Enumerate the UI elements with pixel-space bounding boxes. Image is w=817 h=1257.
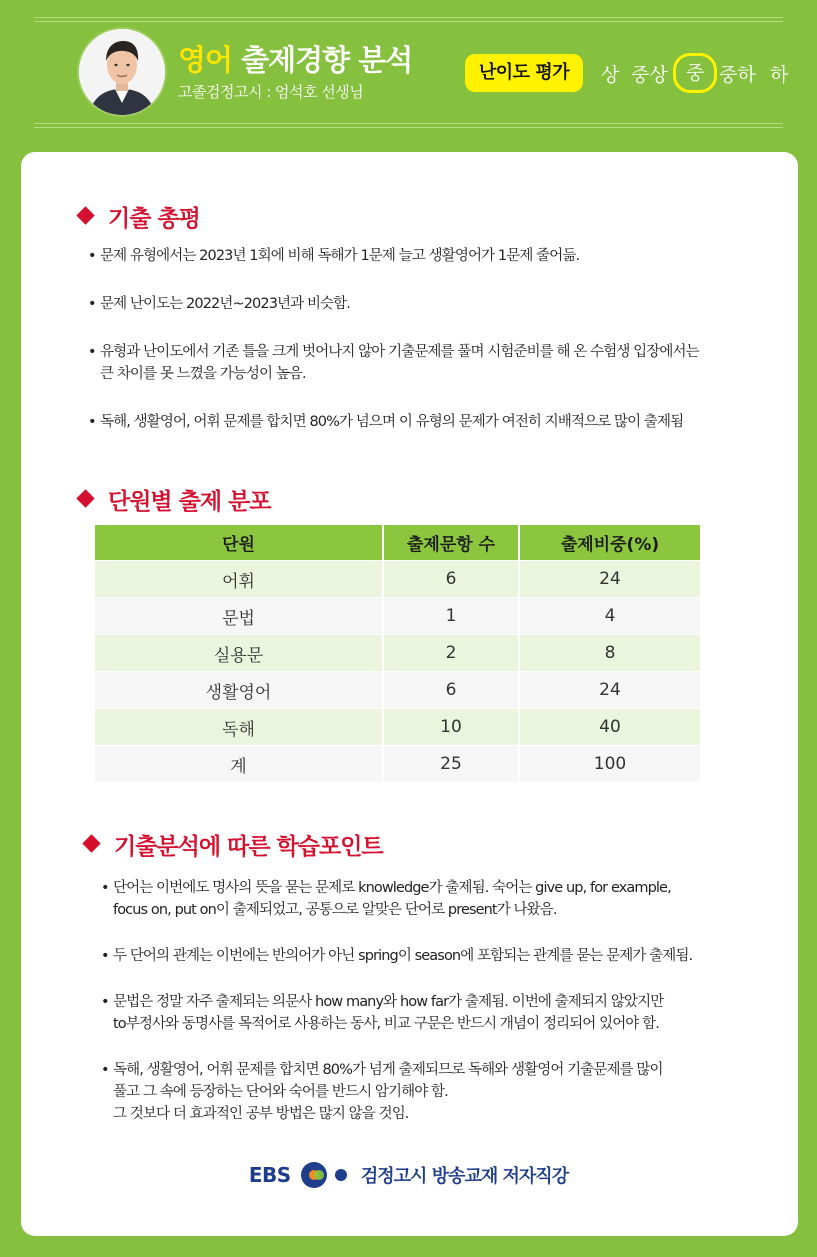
table-row-total: 계 25 100	[95, 746, 700, 783]
header-bottom-rule	[34, 123, 783, 124]
footer-tagline: 검정고시 방송교재 저자직강	[360, 1166, 569, 1187]
table-row: 문법 1 4	[95, 598, 700, 635]
diamond-bullet-icon	[76, 489, 94, 507]
table-row: 실용문 2 8	[95, 635, 700, 672]
footer	[0, 1161, 817, 1189]
list-item: • 문법은 정말 자주 출제되는 의문사 how many와 how far가 출제됨. 이번에 출제되지 않았지만 to부정사와 동명사를 목적어로 사용하는 동사, 비교 구문은 반드시 개념이 정리되어 있어야 함.	[101, 991, 692, 1035]
level-mid-low: 중하	[719, 64, 756, 86]
table-row: 어휘 6 24	[95, 561, 700, 598]
level-mid-high: 중상	[631, 64, 668, 86]
header-top-rule	[34, 17, 783, 18]
list-item: • 문제 난이도는 2022년~2023년과 비슷함.	[88, 293, 699, 315]
table-row: 독해 10 40	[95, 709, 700, 746]
level-high: 상	[601, 64, 620, 86]
column-header-ratio: 출제비중(%)	[519, 525, 700, 561]
list-item: • 독해, 생활영어, 어휘 문제를 합치면 80%가 넘으며 이 유형의 문제가 여전히 지배적으로 많이 출제됨	[88, 411, 699, 433]
title-subject: 영어	[178, 43, 233, 77]
overview-bullets	[88, 245, 699, 433]
ebs-logo-icon	[300, 1161, 350, 1189]
diamond-bullet-icon	[76, 206, 94, 224]
level-mid-selected: 중	[673, 53, 717, 93]
list-item: • 두 단어의 관계는 이번에는 반의어가 아닌 spring이 season에 포함되는 관계를 묻는 문제가 출제됨.	[101, 945, 692, 967]
header-top-rule-2	[34, 21, 783, 22]
ebs-logo-text: EBS	[248, 1163, 291, 1187]
diamond-bullet-icon	[82, 834, 100, 852]
section-heading-study-points: 기출분석에 따른 학습포인트	[85, 828, 383, 861]
section-heading-overview: 기출 총평	[79, 200, 200, 233]
page-title	[178, 38, 412, 79]
column-header-unit: 단원	[95, 525, 383, 561]
teacher-avatar	[79, 29, 165, 115]
title-rest: 출제경향 분석	[241, 43, 413, 77]
list-item: • 문제 유형에서는 2023년 1회에 비해 독해가 1문제 늘고 생활영어가 1문제 줄어듦.	[88, 245, 699, 267]
study-point-bullets	[101, 877, 692, 1125]
teacher-subtitle: 고졸검정고시 : 엄석호 선생님	[178, 83, 364, 101]
level-low: 하	[770, 64, 789, 86]
header-bottom-rule-2	[34, 127, 783, 128]
table-header-row	[95, 525, 700, 561]
list-item: • 독해, 생활영어, 어휘 문제를 합치면 80%가 넘게 출제되므로 독해와 생활영어 기출문제를 많이 풀고 그 속에 등장하는 단어와 숙어를 반드시 암기해야 함. 그 것보다 더 효과적인 공부 방법은 많지 않을 것임.	[101, 1059, 692, 1125]
list-item: • 유형과 난이도에서 기존 틀을 크게 벗어나지 않아 기출문제를 풀며 시험준비를 해 온 수험생 입장에서는 큰 차이를 못 느꼈을 가능성이 높음.	[88, 341, 699, 385]
distribution-table	[95, 525, 700, 782]
table-row: 생활영어 6 24	[95, 672, 700, 709]
section-heading-distribution: 단원별 출제 분포	[79, 483, 271, 516]
list-item: • 단어는 이번에도 명사의 뜻을 묻는 문제로 knowledge가 출제됨. 숙어는 give up, for example, focus on, put on이 출제되었고, 공통으로 알맞은 단어로 present가 나왔음.	[101, 877, 692, 921]
difficulty-label: 난이도 평가	[465, 54, 583, 92]
column-header-count: 출제문항 수	[383, 525, 519, 561]
teacher-portrait-icon	[79, 29, 165, 115]
